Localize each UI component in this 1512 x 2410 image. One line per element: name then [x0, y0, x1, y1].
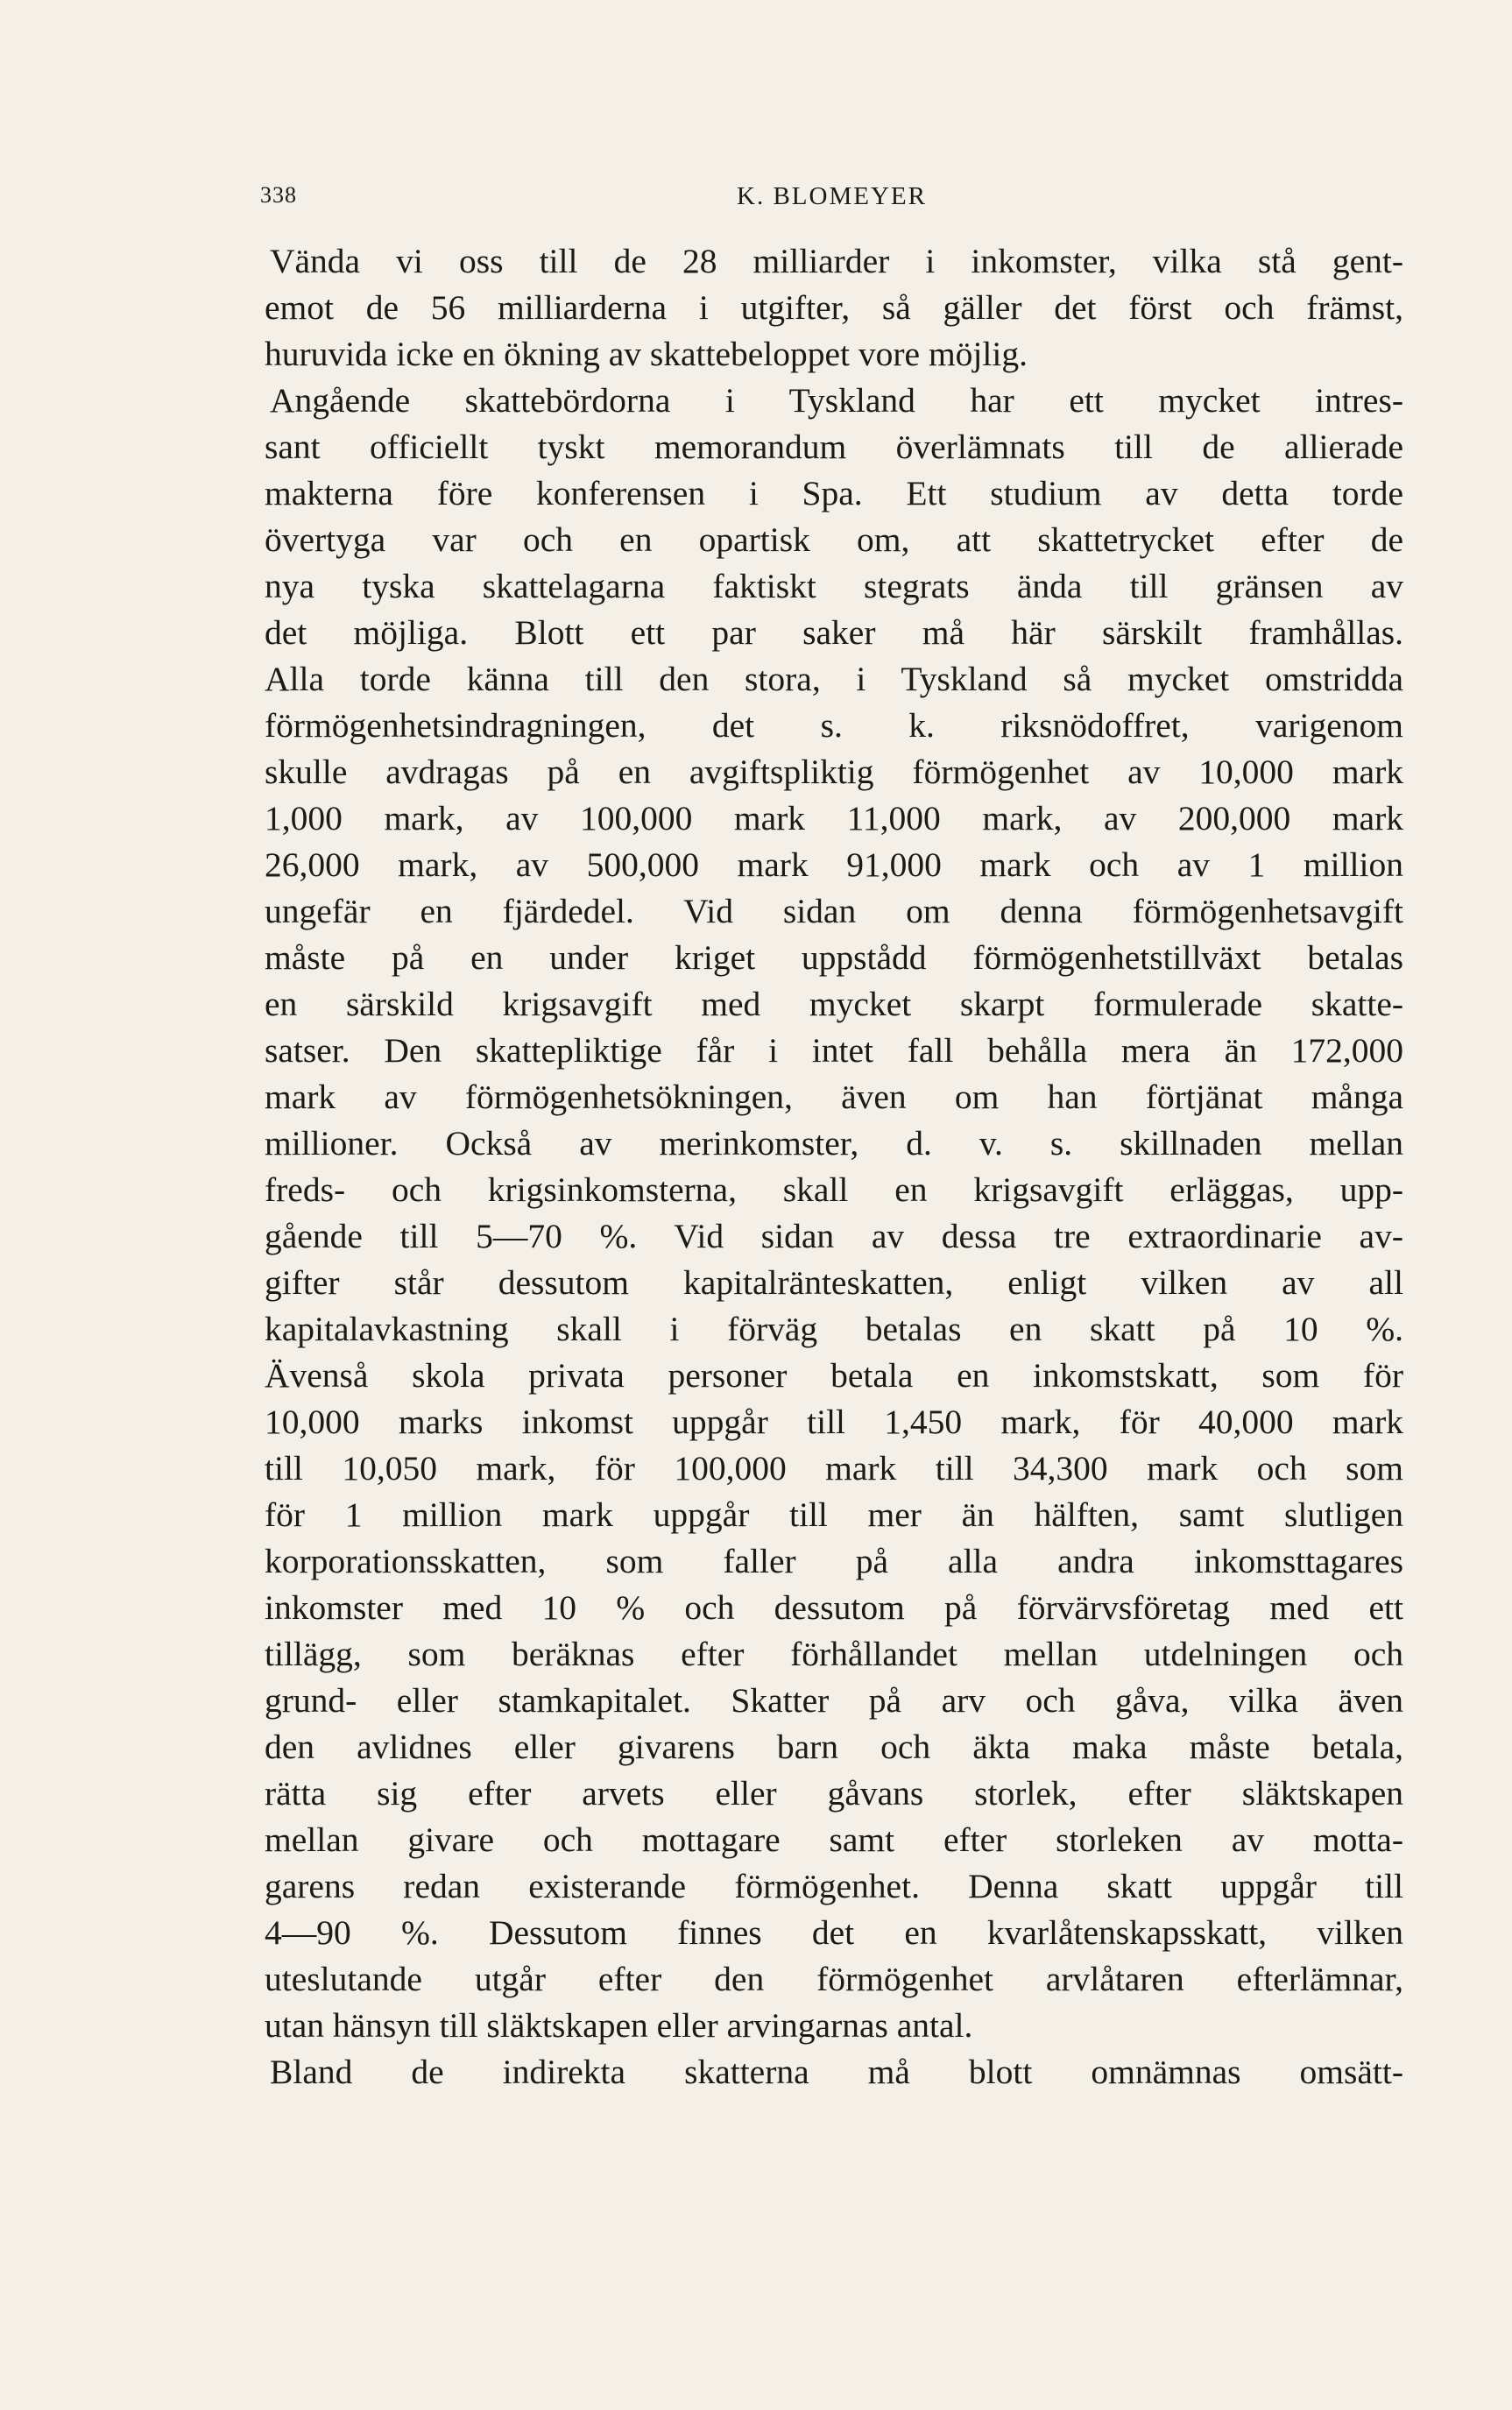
text-line: det möjliga. Blott ett par saker må här särskilt framhållas.: [265, 613, 1403, 652]
text-line: för 1 million mark uppgår till mer än hälften, samt slutligen: [265, 1495, 1403, 1534]
text-line: förmögenhetsindragningen, det s. k. riksnödoffret, varigenom: [265, 706, 1403, 745]
text-line: 26,000 mark, av 500,000 mark 91,000 mark och av 1 million: [265, 845, 1403, 884]
text-line: ungefär en fjärdedel. Vid sidan om denna förmögenhetsavgift: [265, 892, 1403, 930]
text-line: makterna före konferensen i Spa. Ett studium av detta torde: [265, 474, 1403, 512]
text-line: inkomster med 10 % och dessutom på förvärvsföretag med ett: [265, 1588, 1403, 1627]
text-line: rätta sig efter arvets eller gåvans storlek, efter släktskapen: [265, 1774, 1403, 1813]
text-line: den avlidnes eller givarens barn och äkta maka måste betala,: [265, 1728, 1403, 1766]
text-line: gående till 5—70 %. Vid sidan av dessa tre extraordinarie av-: [265, 1217, 1403, 1255]
text-line: huruvida icke en ökning av skattebeloppet vore möjlig.: [265, 335, 1028, 373]
text-line: 4—90 %. Dessutom finnes det en kvarlåtenskapsskatt, vilken: [265, 1913, 1403, 1952]
text-line: skulle avdragas på en avgiftspliktig förmögenhet av 10,000 mark: [265, 753, 1403, 791]
text-line: Bland de indirekta skatterna må blott omnämnas omsätt-: [270, 2053, 1403, 2091]
text-line: till 10,050 mark, för 100,000 mark till 34,300 mark och som: [265, 1449, 1403, 1488]
text-line: måste på en under kriget uppstådd förmögenhetstillväxt betalas: [265, 938, 1403, 977]
text-line: satser. Den skattepliktige får i intet fall behålla mera än 172,000: [265, 1031, 1403, 1070]
text-line: 10,000 marks inkomst uppgår till 1,450 mark, för 40,000 mark: [265, 1403, 1403, 1441]
text-line: nya tyska skattelagarna faktiskt stegrats ända till gränsen av: [265, 567, 1403, 605]
text-line: mellan givare och mottagare samt efter storleken av motta-: [265, 1820, 1403, 1859]
text-line: kapitalavkastning skall i förväg betalas en skatt på 10 %.: [265, 1310, 1403, 1348]
text-line: mark av förmögenhetsökningen, även om han förtjänat många: [265, 1078, 1403, 1116]
running-title: K. BLOMEYER: [737, 182, 927, 210]
text-line: garens redan existerande förmögenhet. Denna skatt uppgår till: [265, 1867, 1403, 1905]
text-line: 1,000 mark, av 100,000 mark 11,000 mark, av 200,000 mark: [265, 799, 1403, 837]
text-line: korporationsskatten, som faller på alla andra inkomsttagares: [265, 1542, 1403, 1580]
text-line: en särskild krigsavgift med mycket skarpt formulerade skatte-: [265, 985, 1403, 1023]
running-head: [260, 182, 1403, 217]
text-line: Angående skattebördorna i Tyskland har ett mycket intres-: [270, 381, 1403, 420]
text-line: Vända vi oss till de 28 milliarder i inkomster, vilka stå gent-: [270, 242, 1403, 280]
text-line: tillägg, som beräknas efter förhållandet mellan utdelningen och: [265, 1635, 1403, 1673]
text-line: Alla torde känna till den stora, i Tyskland så mycket omstridda: [265, 660, 1403, 698]
text-line: Ävenså skola privata personer betala en inkomstskatt, som för: [265, 1356, 1403, 1395]
text-line: emot de 56 milliarderna i utgifter, så gäller det först och främst,: [265, 288, 1403, 327]
text-line: utan hänsyn till släktskapen eller arvingarnas antal.: [265, 2006, 973, 2045]
text-line: grund- eller stamkapitalet. Skatter på arv och gåva, vilka även: [265, 1681, 1403, 1720]
page-number: 338: [260, 182, 297, 208]
text-line: freds- och krigsinkomsterna, skall en krigsavgift erläggas, upp-: [265, 1170, 1403, 1209]
text-line: övertyga var och en opartisk om, att skattetrycket efter de: [265, 520, 1403, 559]
text-line: millioner. Också av merinkomster, d. v. s. skillnaden mellan: [265, 1124, 1403, 1163]
text-line: sant officiellt tyskt memorandum överlämnats till de allierade: [265, 428, 1403, 466]
text-line: uteslutande utgår efter den förmögenhet arvlåtaren efterlämnar,: [265, 1960, 1403, 1998]
text-line: gifter står dessutom kapitalränteskatten, enligt vilken av all: [265, 1263, 1403, 1302]
body-text: [265, 238, 1403, 2095]
